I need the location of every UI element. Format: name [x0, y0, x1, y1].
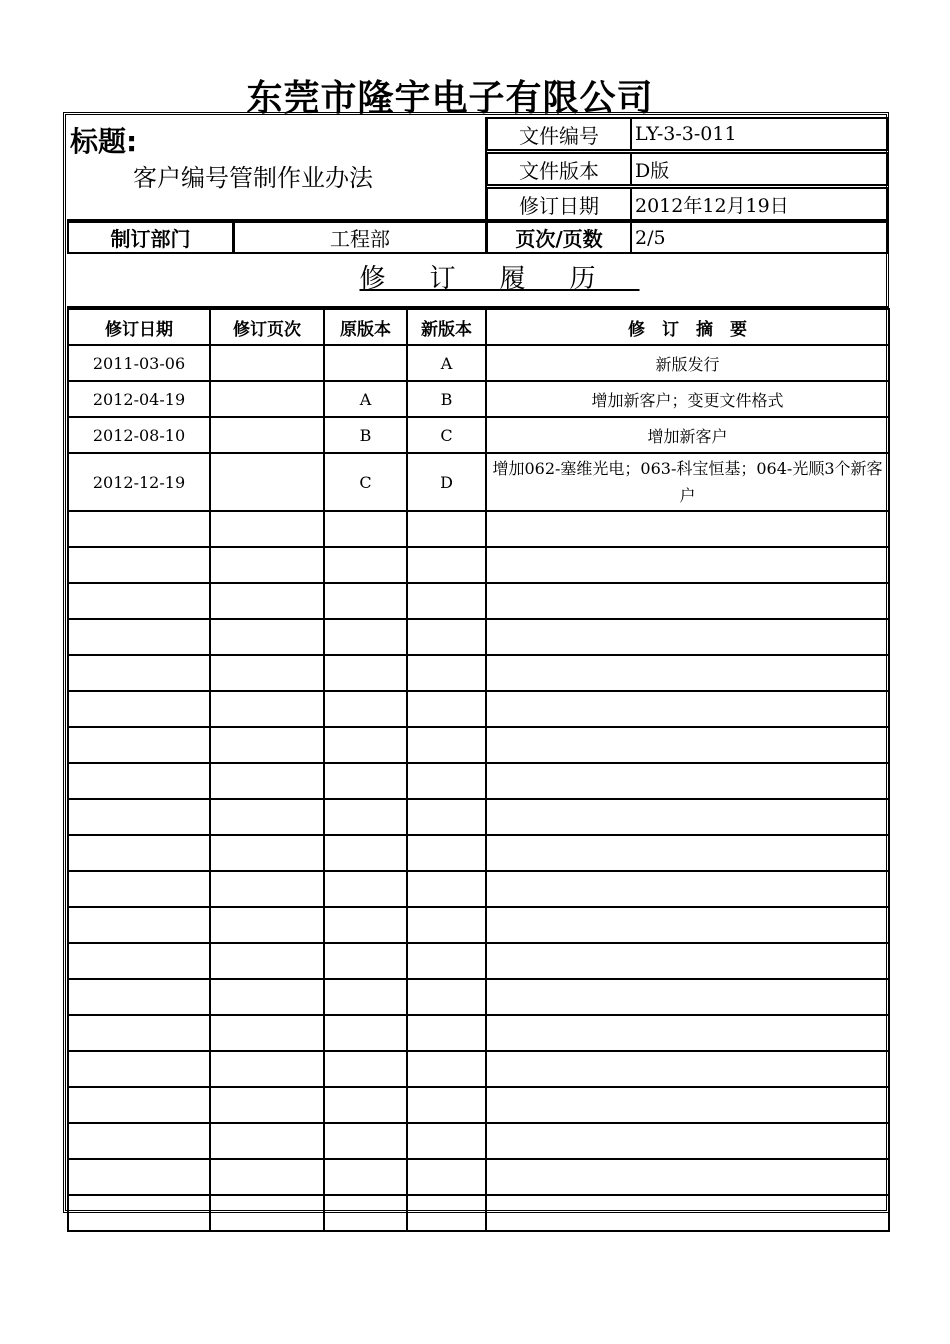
empty-cell	[210, 907, 324, 943]
empty-cell	[486, 979, 889, 1015]
empty-cell	[210, 835, 324, 871]
empty-cell	[68, 1051, 210, 1087]
empty-cell	[486, 835, 889, 871]
empty-cell	[407, 583, 486, 619]
empty-cell	[210, 1123, 324, 1159]
empty-cell	[210, 871, 324, 907]
revision-history-title: 修订履历	[359, 264, 640, 294]
cell-new-version: C	[407, 417, 486, 453]
table-row	[68, 453, 889, 511]
empty-cell	[210, 763, 324, 799]
empty-cell	[486, 1051, 889, 1087]
empty-cell	[68, 943, 210, 979]
cell-old-version: C	[324, 453, 407, 511]
empty-cell	[68, 547, 210, 583]
dept-value: 工程部	[233, 221, 487, 254]
cell-summary: 增加新客户	[486, 417, 889, 453]
empty-cell	[68, 871, 210, 907]
empty-row	[68, 691, 889, 727]
empty-cell	[407, 943, 486, 979]
empty-row	[68, 763, 889, 799]
cell-old-version: B	[324, 417, 407, 453]
empty-cell	[486, 1123, 889, 1159]
table-row	[68, 417, 889, 453]
empty-cell	[407, 835, 486, 871]
empty-cell	[68, 799, 210, 835]
col-new-version: 新版本	[407, 309, 486, 345]
empty-cell	[68, 1087, 210, 1123]
empty-cell	[407, 727, 486, 763]
empty-cell	[210, 727, 324, 763]
empty-cell	[210, 943, 324, 979]
empty-cell	[324, 799, 407, 835]
empty-cell	[486, 1087, 889, 1123]
empty-cell	[324, 871, 407, 907]
empty-cell	[210, 655, 324, 691]
document-title: 客户编号管制作业办法	[133, 164, 373, 192]
empty-cell	[68, 763, 210, 799]
empty-cell	[210, 583, 324, 619]
version-value: D版	[630, 152, 888, 186]
empty-cell	[68, 1195, 210, 1231]
empty-row	[68, 835, 889, 871]
empty-row	[68, 1159, 889, 1195]
empty-row	[68, 907, 889, 943]
empty-cell	[210, 1087, 324, 1123]
cell-summary: 增加062-塞维光电；063-科宝恒基；064-光顺3个新客户	[486, 453, 889, 511]
empty-cell	[407, 1123, 486, 1159]
empty-cell	[68, 835, 210, 871]
cell-date: 2011-03-06	[68, 345, 210, 381]
empty-cell	[407, 1015, 486, 1051]
empty-cell	[407, 979, 486, 1015]
empty-cell	[407, 1195, 486, 1231]
cell-date: 2012-08-10	[68, 417, 210, 453]
empty-cell	[324, 1051, 407, 1087]
revise-date-value: 2012年12月19日	[630, 187, 888, 221]
empty-cell	[210, 511, 324, 547]
empty-cell	[407, 907, 486, 943]
empty-row	[68, 727, 889, 763]
empty-cell	[486, 799, 889, 835]
col-old-version: 原版本	[324, 309, 407, 345]
empty-row	[68, 979, 889, 1015]
empty-cell	[486, 655, 889, 691]
company-name: 东莞市隆宇电子有限公司	[246, 78, 654, 119]
col-revise-date: 修订日期	[68, 309, 210, 345]
empty-cell	[210, 979, 324, 1015]
empty-cell	[324, 1015, 407, 1051]
empty-cell	[407, 691, 486, 727]
revise-date-label: 修订日期	[486, 187, 632, 221]
empty-cell	[68, 1123, 210, 1159]
empty-cell	[68, 655, 210, 691]
empty-cell	[486, 583, 889, 619]
empty-cell	[407, 655, 486, 691]
empty-cell	[210, 691, 324, 727]
empty-cell	[324, 907, 407, 943]
empty-row	[68, 1123, 889, 1159]
empty-cell	[68, 907, 210, 943]
empty-cell	[68, 979, 210, 1015]
empty-cell	[324, 727, 407, 763]
empty-row	[68, 619, 889, 655]
empty-cell	[210, 547, 324, 583]
empty-cell	[486, 871, 889, 907]
cell-date: 2012-04-19	[68, 381, 210, 417]
empty-cell	[210, 1159, 324, 1195]
empty-row	[68, 547, 889, 583]
version-label: 文件版本	[486, 152, 632, 186]
empty-cell	[324, 979, 407, 1015]
empty-cell	[324, 1087, 407, 1123]
empty-cell	[324, 1195, 407, 1231]
empty-cell	[486, 763, 889, 799]
empty-cell	[68, 691, 210, 727]
empty-cell	[486, 547, 889, 583]
empty-row	[68, 871, 889, 907]
empty-row	[68, 511, 889, 547]
col-revise-page: 修订页次	[210, 309, 324, 345]
empty-cell	[210, 619, 324, 655]
doc-no-value: LY-3-3-011	[630, 117, 888, 151]
empty-cell	[486, 907, 889, 943]
cell-new-version: D	[407, 453, 486, 511]
cell-page	[210, 345, 324, 381]
cell-summary: 新版发行	[486, 345, 889, 381]
empty-cell	[486, 1159, 889, 1195]
cell-summary: 增加新客户；变更文件格式	[486, 381, 889, 417]
empty-cell	[324, 511, 407, 547]
empty-cell	[486, 511, 889, 547]
empty-cell	[407, 1051, 486, 1087]
empty-cell	[210, 1051, 324, 1087]
empty-cell	[407, 763, 486, 799]
col-summary: 修 订 摘 要	[486, 309, 889, 345]
empty-cell	[324, 943, 407, 979]
title-label: 标题:	[70, 125, 138, 158]
empty-cell	[68, 583, 210, 619]
empty-cell	[407, 547, 486, 583]
empty-cell	[407, 799, 486, 835]
empty-row	[68, 1015, 889, 1051]
empty-cell	[68, 727, 210, 763]
empty-cell	[486, 727, 889, 763]
empty-cell	[407, 619, 486, 655]
dept-label: 制订部门	[67, 221, 234, 254]
empty-cell	[486, 1015, 889, 1051]
empty-cell	[324, 583, 407, 619]
empty-cell	[324, 763, 407, 799]
empty-cell	[407, 511, 486, 547]
empty-cell	[407, 1087, 486, 1123]
table-header-row	[68, 309, 889, 345]
empty-row	[68, 1051, 889, 1087]
cell-new-version: A	[407, 345, 486, 381]
cell-page	[210, 453, 324, 511]
cell-page	[210, 381, 324, 417]
empty-cell	[324, 1159, 407, 1195]
empty-cell	[407, 871, 486, 907]
empty-cell	[210, 799, 324, 835]
empty-cell	[486, 619, 889, 655]
empty-cell	[324, 619, 407, 655]
empty-row	[68, 583, 889, 619]
empty-cell	[68, 511, 210, 547]
cell-old-version: A	[324, 381, 407, 417]
empty-row	[68, 799, 889, 835]
doc-no-label: 文件编号	[486, 117, 632, 151]
empty-row	[68, 655, 889, 691]
table-row	[68, 381, 889, 417]
revision-history-heading	[67, 254, 888, 308]
empty-cell	[324, 655, 407, 691]
empty-cell	[486, 943, 889, 979]
empty-row	[68, 1087, 889, 1123]
empty-cell	[324, 1123, 407, 1159]
empty-cell	[68, 1159, 210, 1195]
empty-cell	[68, 619, 210, 655]
cell-page	[210, 417, 324, 453]
page-label: 页次/页数	[486, 221, 632, 254]
empty-cell	[486, 691, 889, 727]
revision-table	[67, 308, 890, 1232]
empty-cell	[407, 1159, 486, 1195]
cell-new-version: B	[407, 381, 486, 417]
empty-cell	[210, 1015, 324, 1051]
page-value: 2/5	[630, 221, 888, 254]
empty-cell	[68, 1015, 210, 1051]
empty-cell	[324, 835, 407, 871]
empty-cell	[486, 1195, 889, 1231]
table-row	[68, 345, 889, 381]
empty-cell	[210, 1195, 324, 1231]
empty-cell	[324, 547, 407, 583]
empty-cell	[324, 691, 407, 727]
empty-row	[68, 1195, 889, 1231]
empty-row	[68, 943, 889, 979]
cell-old-version	[324, 345, 407, 381]
cell-date: 2012-12-19	[68, 453, 210, 511]
